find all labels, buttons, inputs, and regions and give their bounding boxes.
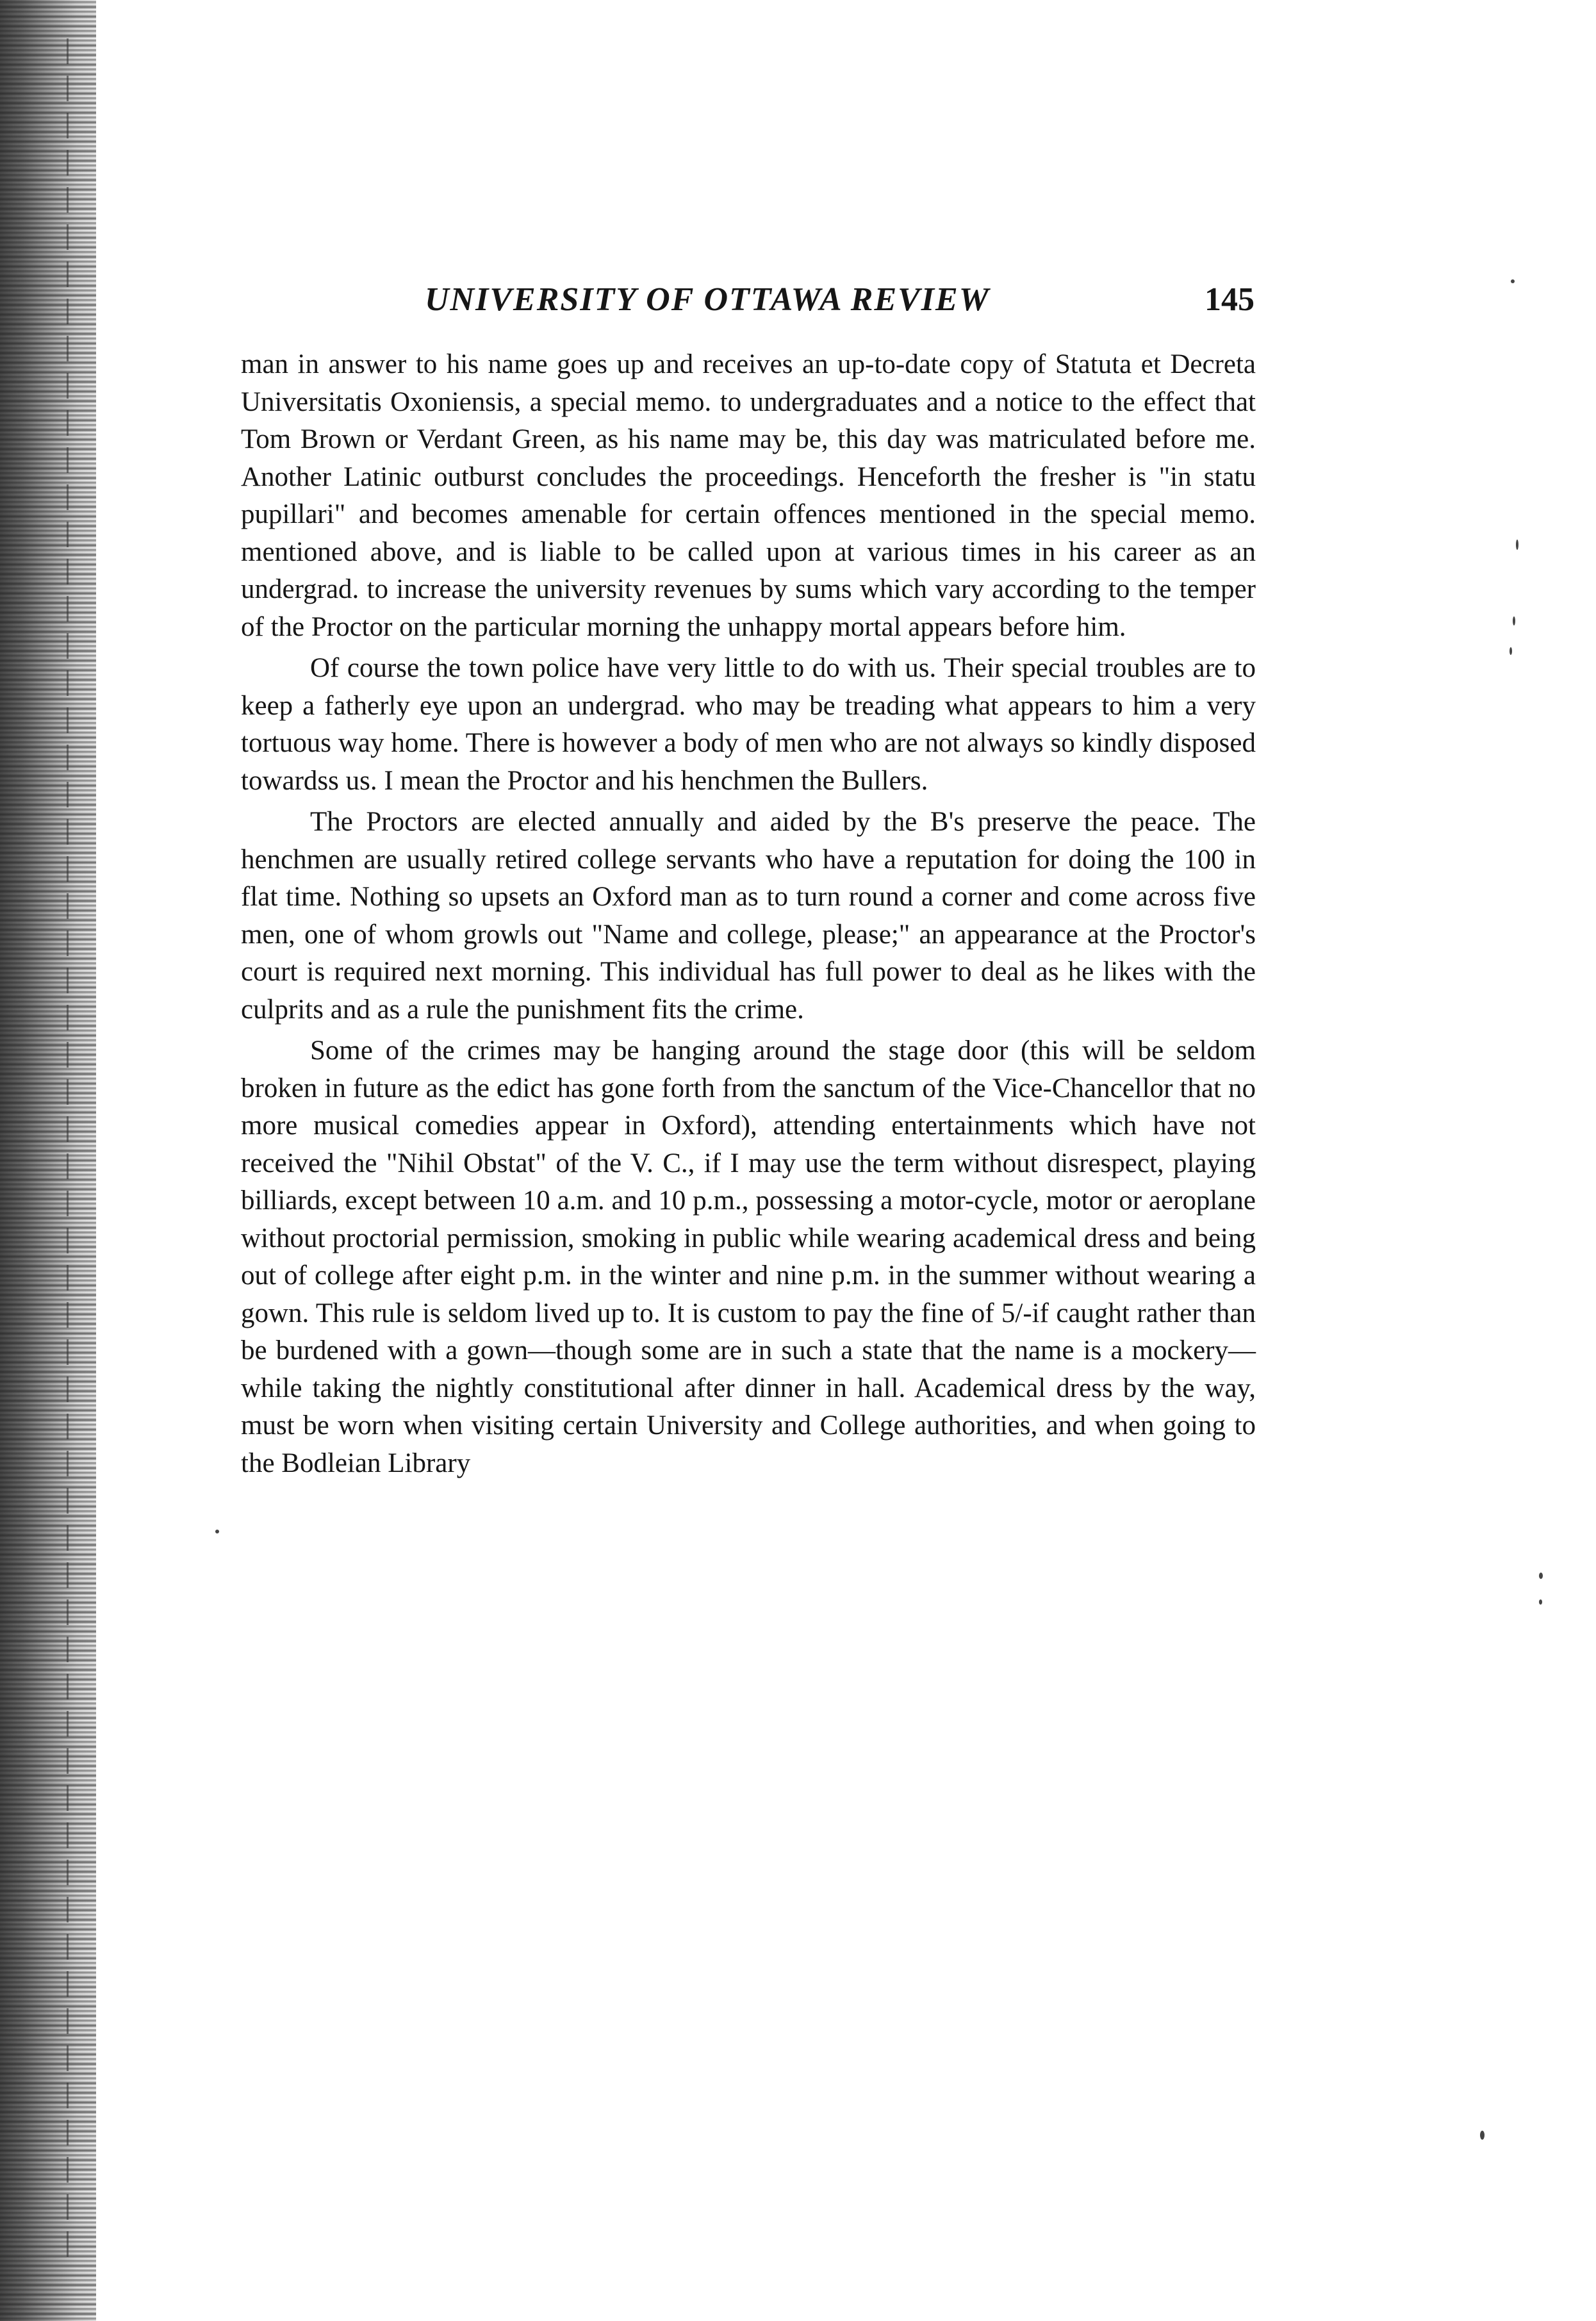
page-header (242, 281, 1255, 332)
paragraph-1: man in answer to his name goes up and receives an up-to-date copy of Statuta et Decreta Universitatis Oxoniensis, a special memo. to undergraduates and a notice to the effect that Tom Brown or Verdant Green, as his name may be, this day was matriculated before me. Another Latinic outburst concludes the proceedings. Henceforth the fresher is "in statu pupillari" and becomes amenable for certain offences mentioned in the special memo. mentioned above, and is liable to be called upon at various times in his career as an undergrad. to increase the university revenues by sums which vary according to the temper of the Proctor on the particular morning the unhappy mortal appears before him. (241, 349, 1256, 642)
margin-speck (1511, 279, 1515, 283)
page-number: 145 (1205, 281, 1255, 318)
margin-speck (1480, 2131, 1485, 2140)
margin-speck (1516, 540, 1518, 550)
paragraph-2: Of course the town police have very little to do with us. Their special troubles are to keep a fatherly eye upon an undergrad. who may be treading what appears to him a very tortuous way home. There is however a body of men who are not always so kindly disposed towardss us. I mean the Proctor and his henchmen the Bullers. (241, 653, 1256, 796)
paragraph-3: The Proctors are elected annually and aided by the B's preserve the peace. The henchmen are usually retired college servants who have a reputation for doing the 100 in flat time. Nothing so upsets an Oxford man as to turn round a corner and come across five men, one of whom growls out "Name and college, please;" an appearance at the Proctor's court is required next morning. This individual has full power to deal as he likes with the culprits and as a rule the punishment fits the crime. (241, 807, 1256, 1025)
margin-speck (1510, 647, 1512, 655)
margin-speck (1539, 1599, 1542, 1605)
paragraph-4: Some of the crimes may be hanging around the stage door (this will be seldom broken in future as the edict has gone forth from the sanctum of the Vice-Chancellor that no more musical comedies appear in Oxford), attending entertainments which have not received the "Nihil Obstat" of the V. C., if I may use the term without disrespect, playing billiards, except between 10 a.m. and 10 p.m., possessing a motor-cycle, motor or aeroplane without proctorial permission, smoking in public while wearing academical dress and being out of college after eight p.m. in the winter and nine p.m. in the summer without wearing a gown. This rule is seldom lived up to. It is custom to pay the fine of 5/-if caught rather than be burdened with a gown—though some are in such a state that the name is a mockery—while taking the nightly constitutional after dinner in hall. Academical dress by the way, must be worn when visiting certain University and College authorities, and when going to the Bodleian Library (241, 1036, 1256, 1478)
binding-stitch-line (67, 38, 69, 2268)
running-title: UNIVERSITY OF OTTAWA REVIEW (425, 281, 990, 318)
margin-speck (1513, 616, 1515, 625)
binding-edge-shadow (0, 0, 96, 2321)
margin-speck (1539, 1573, 1543, 1579)
margin-speck (215, 1530, 219, 1533)
body-text (241, 346, 1256, 1486)
